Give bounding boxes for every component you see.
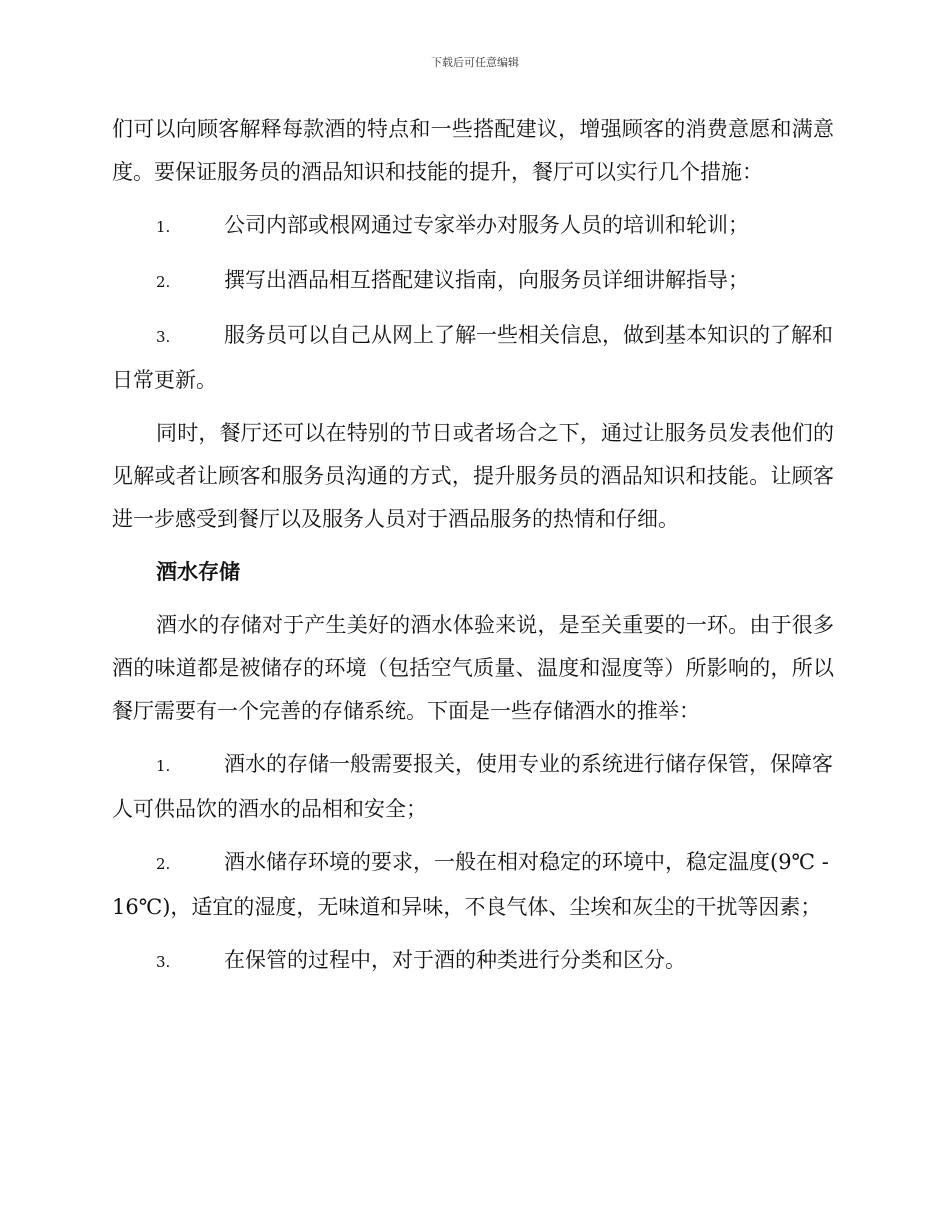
section-heading: 酒水存储 [156,560,240,584]
list-item [112,314,834,402]
list-item [112,259,834,304]
list-item [112,204,834,249]
section1-intro-paragraph: 们可以向顾客解释每款酒的特点和一些搭配建议，增强顾客的消费意愿和满意度。要保证服务员的酒品知识和技能的提升，餐厅可以实行几个措施： [112,117,834,184]
list-number: 2. [156,273,171,291]
list-item-text: 公司内部或根网通过专家举办对服务人员的培训和轮训； [224,213,749,237]
list-item-text: 撰写出酒品相互搭配建议指南，向服务员详细讲解指导； [224,268,749,292]
section1-closing-paragraph: 同时，餐厅还可以在特别的节日或者场合之下，通过让服务员发表他们的见解或者让顾客和服务员沟通的方式，提升服务员的酒品知识和技能。让顾客进一步感受到餐厅以及服务人员对于酒品服务的热情和仔细。 [112,421,834,531]
section2-intro-paragraph: 酒水的存储对于产生美好的酒水体验来说，是至关重要的一环。由于很多酒的味道都是被储存的环境（包括空气质量、温度和湿度等）所影响的，所以餐厅需要有一个完善的存储系统。下面是一些存储酒水的推举： [112,613,834,723]
page-header: 下载后可任意编辑 [431,56,519,69]
list-number: 3. [156,328,171,346]
list-number: 1. [156,218,171,236]
list-number: 1. [156,757,171,775]
list-item-text: 服务员可以自己从网上了解一些相关信息，做到基本知识的了解和日常更新。 [112,323,833,392]
document-body [112,108,834,994]
list-item [112,841,834,929]
list-item-text: 在保管的过程中，对于酒的种类进行分类和区分。 [224,948,686,972]
list-item-text: 酒水的存储一般需要报关，使用专业的系统进行储存保管，保障客人可供品饮的酒水的品相和安全； [112,752,833,821]
list-number: 2. [156,855,171,873]
list-item-text: 酒水储存环境的要求，一般在相对稳定的环境中，稳定温度(9℃ - 16℃)，适宜的湿度，无味道和异味，不良气体、尘埃和灰尘的干扰等因素； [112,850,829,919]
list-item [112,743,834,831]
list-number: 3. [156,953,171,971]
list-item [112,939,834,984]
